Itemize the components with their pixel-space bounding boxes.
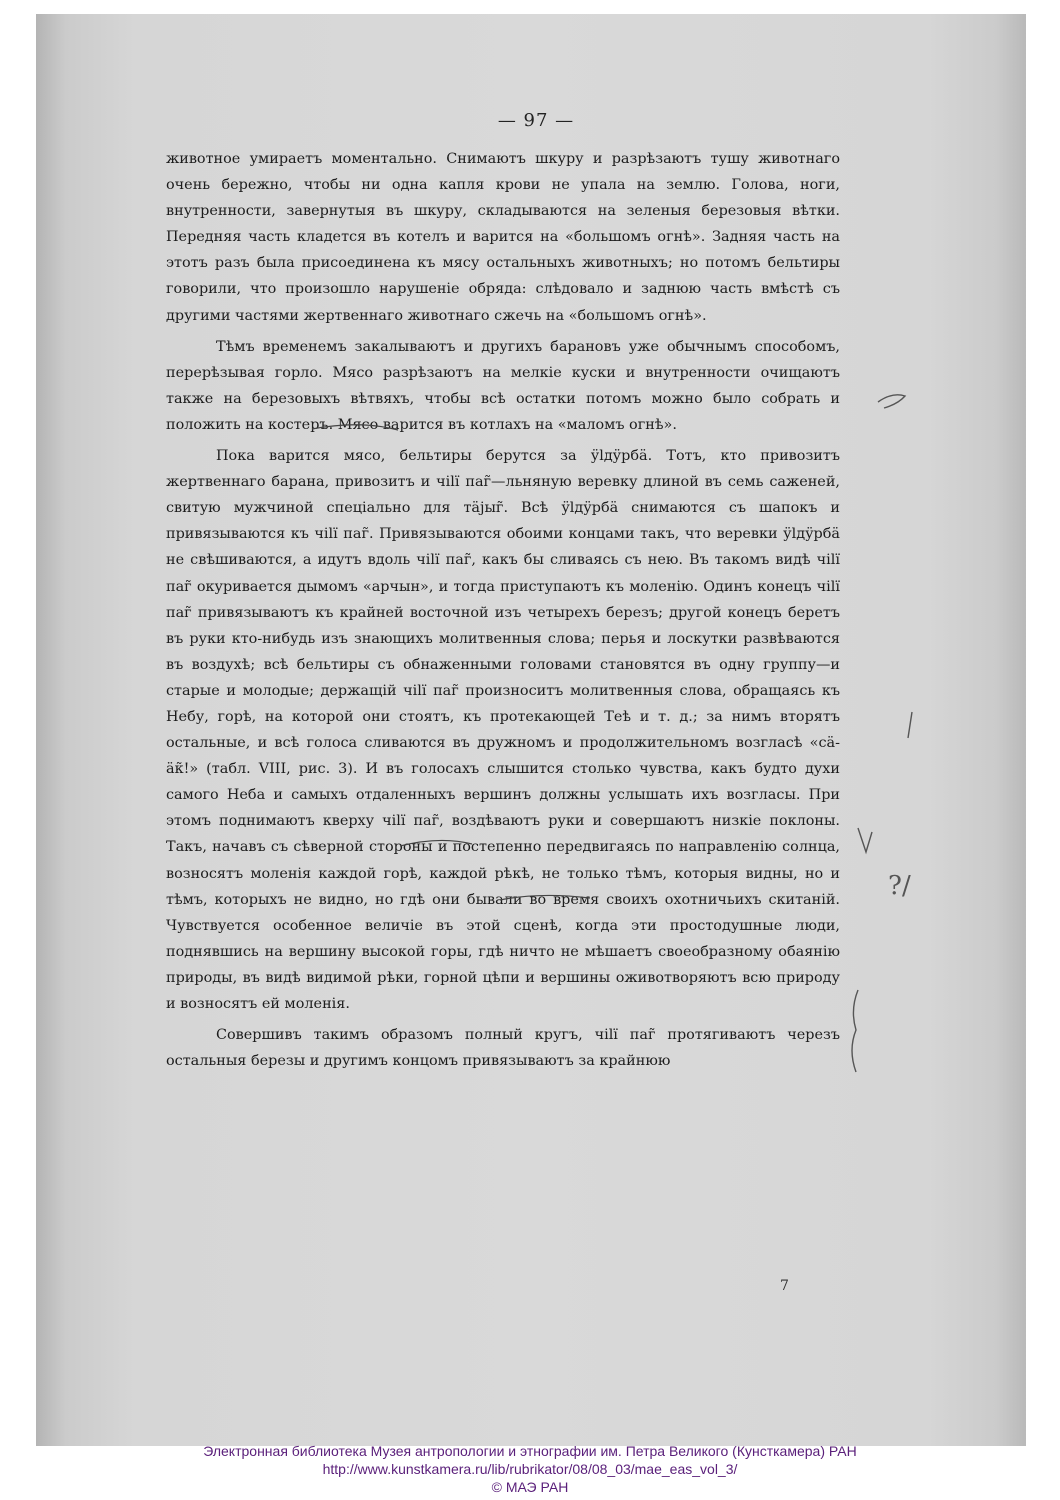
signature-mark: 7 [780, 1278, 789, 1294]
pencil-underline [400, 840, 472, 846]
pencil-underline [312, 425, 398, 430]
paragraph-1: животное умираетъ моментально. Снимаютъ шкуру и разрѣзаютъ тушу животнаго очень бережно, чтобы ни одна капля крови не упала на землю. Голова, ноги, внутренности, завернутыя въ шкуру, складываются на зеленыя березовыя вѣтки. Передняя часть кладется въ котелъ и варится на «большомъ огнѣ». Задняя часть на этотъ разъ была присоединена къ мясу остальныхъ животныхъ; но потомъ бельтиры говорили, что произошло нарушеніе обряда: слѣдовало и заднюю часть вмѣстѣ съ другими частями жертвеннаго животнаго сжечь на «большомъ огнѣ». [166, 151, 840, 324]
pencil-vertical-mark [908, 712, 912, 738]
pencil-bracket-mark [852, 990, 858, 1072]
footer-library-name: Электронная библиотека Музея антропологии и этнографии им. Петра Великого (Кунсткамера) РАН [203, 1443, 857, 1459]
pencil-tick-mark [878, 395, 905, 408]
library-footer [0, 1442, 1060, 1496]
page-number: — 97 — [497, 110, 575, 131]
paragraph-2: Тѣмъ временемъ закалываютъ и другихъ барановъ уже обычнымъ способомъ, перерѣзывая горло. Мясо разрѣзаютъ на мелкіе куски и внутренности очищаютъ также на березовыхъ вѣтвяхъ, чтобы всѣ остатки потомъ можно было собрать и положить на костеръ. Мясо варится въ котлахъ на «маломъ огнѣ». [166, 338, 840, 433]
footer-url: http://www.kunstkamera.ru/lib/rubrikator/08/08_03/mae_eas_vol_3/ [322, 1461, 738, 1477]
paragraph-4: Совершивъ такимъ образомъ полный кругъ, чilї паг̃ протягиваютъ черезъ остальныя березы и другимъ концомъ привязываютъ за крайнюю [166, 1027, 840, 1070]
pencil-check-mark [858, 828, 872, 852]
pencil-underline [500, 895, 590, 900]
paragraph-3: Пока варится мясо, бельтиры берутся за ӱlдӱрбä. Тотъ, кто привозитъ жертвеннаго барана, привозитъ и чilї паг̃—льняную веревку длиной въ семь саженей, свитую мужчиной спеціально для тäjыг̃. Всѣ ӱlдӱрбä снимаются съ шапокъ и привязываются къ чilї паг̃. Привязываются обоими концами такъ, что веревки ӱlдӱрбä не свѣшиваются, а идутъ вдоль чilї паг̃, какъ бы сливаясь съ нею. Въ такомъ видѣ чilї паг̃ окуривается дымомъ «арчын», и тогда приступаютъ къ моленію. Одинъ конецъ чilї паг̃ привязываютъ къ крайней восточной изъ четырехъ березъ; другой конецъ беретъ въ руки кто-нибудь изъ знающихъ молитвенныя слова; перья и лоскутки развѣваются въ воздухѣ; всѣ бельтиры съ обнаженными головами становятся въ одну группу—и старые и молодые; держащій чilї паг̃ произноситъ молитвенныя слова, обращаясь къ Небу, горѣ, на которой они стоятъ, къ протекающей Теѣ и т. д.; за нимъ вторятъ остальные, и всѣ голоса сливаются въ дружномъ и продолжительномъ возгласѣ «сä-äк̃!» (табл. VIII, рис. 3). И въ голосахъ слышится столько чувства, какъ будто духи самого Неба и самыхъ отдаленныхъ вершинъ должны услышать ихъ возгласы. При этомъ поднимаютъ кверху чilї паг̃, воздѣваютъ руки и совершаютъ низкіе поклоны. Такъ, начавъ съ сѣверной стороны и постепенно передвигаясь по направленію солнца, возносятъ моленія каждой горѣ, каждой рѣкѣ, не только тѣмъ, которыя видны, но и тѣмъ, которыхъ не видно, но гдѣ они бывали во время своихъ охотничьихъ скитаній. Чувствуется особенное величіе въ этой сценѣ, когда эти простодушные люди, поднявшись на вершину высокой горы, гдѣ ничто не мѣшаетъ своеобразному обаянію природы, въ видѣ видимой рѣки, горной цѣпи и вершины оживотворяютъ всю природу и возносятъ ей моленія. [166, 448, 840, 1012]
footer-copyright: © МАЭ РАН [491, 1479, 569, 1495]
pencil-question-note: ?/ [888, 871, 911, 901]
